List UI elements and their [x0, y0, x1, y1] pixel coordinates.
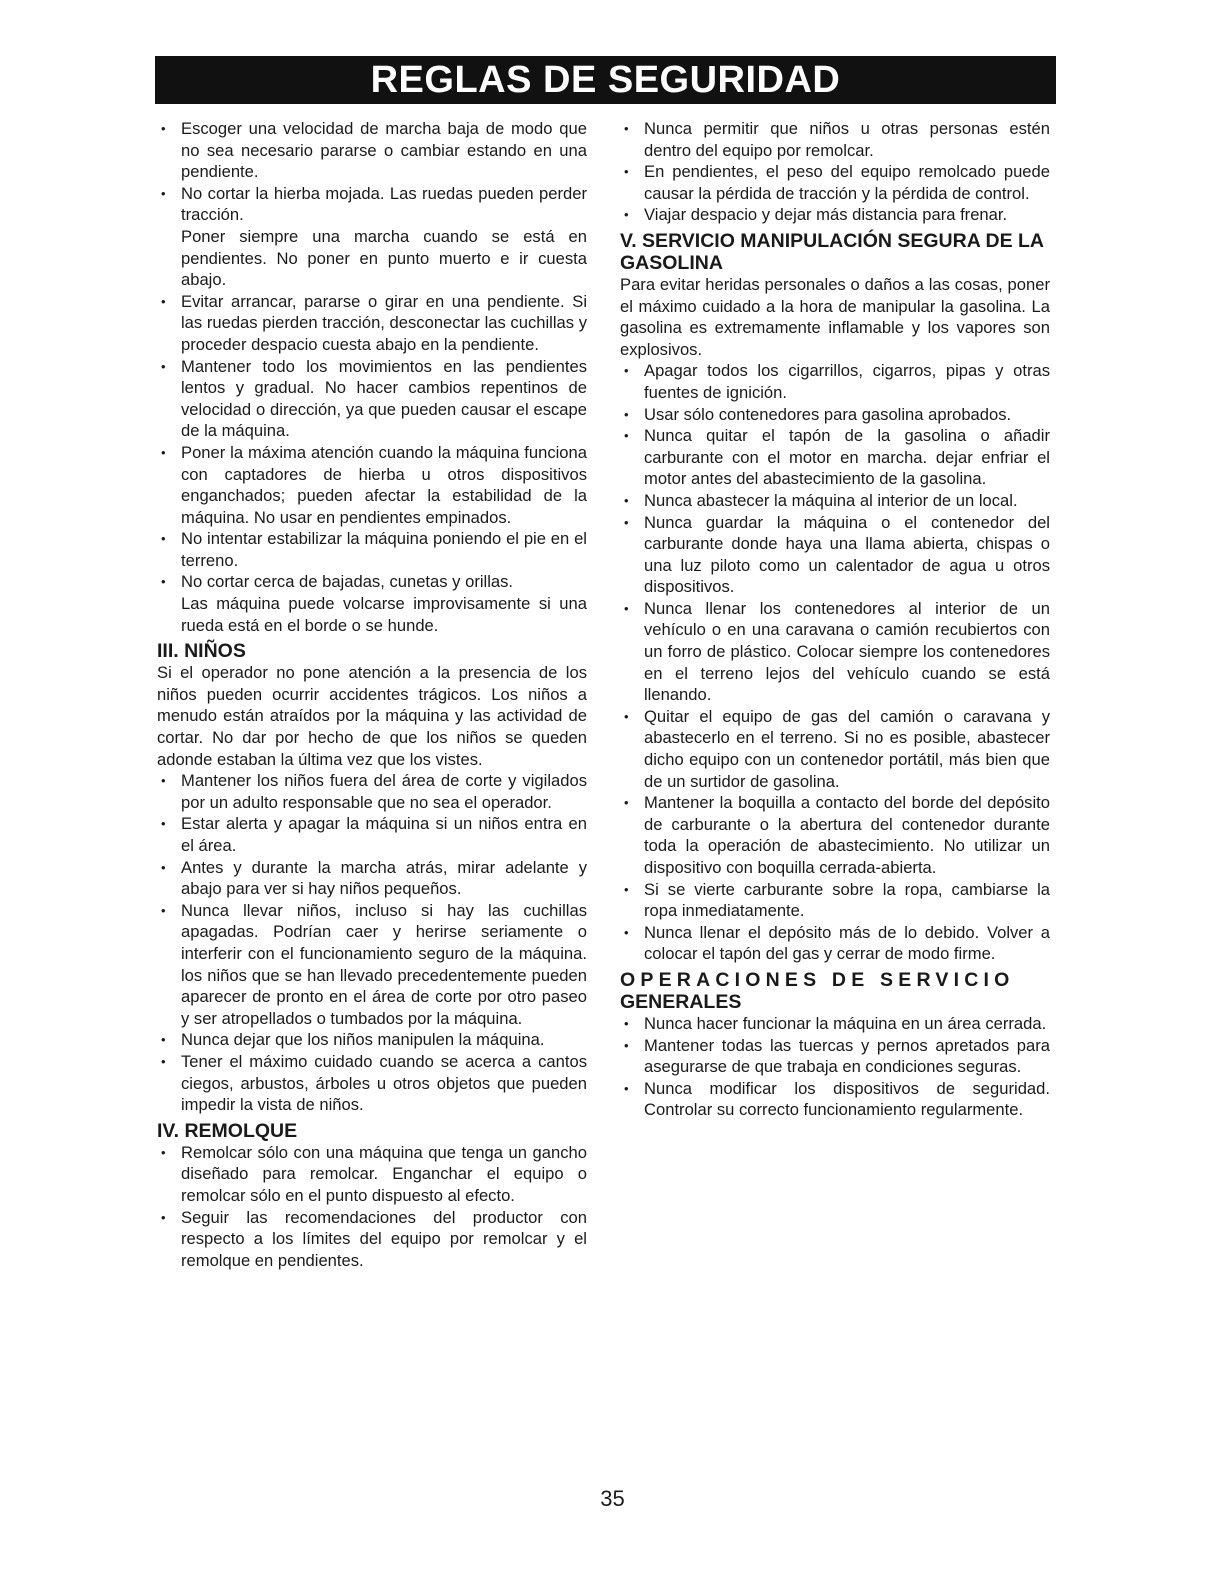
- section-heading-ninos: III. NIÑOS: [157, 640, 246, 663]
- list-item: • Usar sólo contenedores para gasolina aprobados.: [620, 404, 1050, 426]
- list-item: • No intentar estabilizar la máquina poniendo el pie en el terreno.: [157, 528, 587, 571]
- list-item: • Remolcar sólo con una máquina que tenga un gancho diseñado para remolcar. Enganchar el equipo o remolcar sólo en el punto dispuesto al efecto.: [157, 1142, 587, 1207]
- list-item: • Quitar el equipo de gas del camión o caravana y abastecerlo en el terreno. Si no es posible, abastecer dicho equipo con un contenedor portátil, más bien que de un surtidor de gasolina.: [620, 706, 1050, 792]
- list-item: • Nunca dejar que los niños manipulen la máquina.: [157, 1029, 587, 1051]
- list-item: • En pendientes, el peso del equipo remolcado puede causar la pérdida de tracción y la pérdida de control.: [620, 161, 1050, 204]
- list-item: • Nunca llenar los contenedores al interior de un vehículo o en una caravana o camión recubiertos con un forro de plástico. Colocar siempre los contenedores en el terreno lejos del vehículo cuando se está llenando.: [620, 598, 1050, 706]
- list-item: • Nunca abastecer la máquina al interior de un local.: [620, 490, 1050, 512]
- list-item: • No cortar la hierba mojada. Las ruedas pueden perder tracción.: [157, 183, 587, 226]
- list-item: • Viajar despacio y dejar más distancia para frenar.: [620, 204, 1050, 226]
- list-item: • Mantener los niños fuera del área de corte y vigilados por un adulto responsable que no sea el operador.: [157, 770, 587, 813]
- list-item: • Estar alerta y apagar la máquina si un niños entra en el área.: [157, 813, 587, 856]
- right-column: [620, 118, 1050, 1121]
- list-item: • Mantener todas las tuercas y pernos apretados para asegurarse de que trabaja en condiciones seguras.: [620, 1035, 1050, 1078]
- continuation-text: Las máquina puede volcarse improvisamente si una rueda está en el borde o se hunde.: [181, 594, 587, 635]
- list-item: • Seguir las recomendaciones del productor con respecto a los límites del equipo por remolcar y el remolque en pendientes.: [157, 1207, 587, 1272]
- list-item: • Mantener la boquilla a contacto del borde del depósito de carburante o la abertura del contenedor durante toda la operación de abastecimiento. No utilizar un dispositivo con boquilla cerrada-abierta.: [620, 792, 1050, 878]
- list-item: • Si se vierte carburante sobre la ropa, cambiarse la ropa inmediatamente.: [620, 879, 1050, 922]
- left-column: [157, 118, 587, 1271]
- slope-bullets-a: [157, 118, 587, 226]
- list-item: • Nunca modificar los dispositivos de seguridad. Controlar su correcto funcionamiento regularmente.: [620, 1078, 1050, 1121]
- list-item: • Antes y durante la marcha atrás, mirar adelante y abajo para ver si hay niños pequeños.: [157, 857, 587, 900]
- section-heading-gasolina: V. SERVICIO MANIPULACIÓN SEGURA DE LA GASOLINA: [620, 229, 1044, 274]
- section-heading-remolque: IV. REMOLQUE: [157, 1119, 298, 1142]
- page-number: 35: [600, 1486, 625, 1511]
- gasolina-intro: Para evitar heridas personales o daños a las cosas, poner el máximo cuidado a la hora de manipular la gasolina. La gasolina es extremamente inflamable y los vapores son explosivos.: [620, 274, 1050, 359]
- list-item: • No cortar cerca de bajadas, cunetas y orillas.: [157, 571, 587, 593]
- list-item: • Poner la máxima atención cuando la máquina funciona con captadores de hierba u otros dispositivos enganchados; pueden afectar la estabilidad de la máquina. No usar en pendientes empinados.: [157, 442, 587, 528]
- slope-bullets-b: [157, 291, 587, 593]
- list-item: • Nunca guardar la máquina o el contenedor del carburante donde haya una llama abierta, chispas o una luz piloto como un calentador de agua u otros dispositivos.: [620, 512, 1050, 598]
- ninos-bullets: [157, 770, 587, 1116]
- list-item: • Tener el máximo cuidado cuando se acerca a cantos ciegos, arbustos, árboles u otros objetos que pueden impedir la vista de niños.: [157, 1051, 587, 1116]
- page-title-banner: REGLAS DE SEGURIDAD: [155, 56, 1056, 104]
- list-item: • Nunca llevar niños, incluso si hay las cuchillas apagadas. Podrían caer y herirse seriamente o interferir con el funcionamiento seguro de la máquina. los niños que se han llevado precedentemente pueden aparecer de pronto en el área de corte por otro paseo y ser atropellados o tumbados por la máquina.: [157, 900, 587, 1030]
- continuation-text: Poner siempre una marcha cuando se está en pendientes. No poner en punto muerto e ir cuesta abajo.: [181, 226, 587, 290]
- list-item: • Nunca hacer funcionar la máquina en un área cerrada.: [620, 1013, 1050, 1035]
- list-item: • Apagar todos los cigarrillos, cigarros, pipas y otras fuentes de ignición.: [620, 360, 1050, 403]
- ninos-intro: Si el operador no pone atención a la presencia de los niños pueden ocurrir accidentes trágicos. Los niños a menudo están atraídos por la máquina y las actividad de cortar. No dar por hecho de que los niños se queden adonde estaban la última vez que los vistes.: [157, 663, 587, 769]
- section-heading-operaciones: OPERACIONES DE SERVICIO: [620, 968, 1015, 991]
- remolque-bullets-continued: [620, 118, 1050, 226]
- remolque-bullets: [157, 1142, 587, 1272]
- list-item: • Mantener todo los movimientos en las pendientes lentos y gradual. No hacer cambios repentinos de velocidad o dirección, ya que pueden causar el escape de la máquina.: [157, 356, 587, 442]
- list-item: • Nunca quitar el tapón de la gasolina o añadir carburante con el motor en marcha. dejar enfriar el motor antes del abastecimiento de la gasolina.: [620, 425, 1050, 490]
- operaciones-bullets: [620, 1013, 1050, 1121]
- list-item: • Evitar arrancar, pararse o girar en una pendiente. Si las ruedas pierden tracción, desconectar las cuchillas y proceder despacio cuesta abajo en la pendiente.: [157, 291, 587, 356]
- gasolina-bullets: [620, 360, 1050, 965]
- list-item: • Nunca llenar el depósito más de lo debido. Volver a colocar el tapón del gas y cerrar de modo firme.: [620, 922, 1050, 965]
- section-heading-operaciones-line2: GENERALES: [620, 990, 742, 1013]
- list-item: • Escoger una velocidad de marcha baja de modo que no sea necesario pararse o cambiar estando en una pendiente.: [157, 118, 587, 183]
- list-item: • Nunca permitir que niños u otras personas estén dentro del equipo por remolcar.: [620, 118, 1050, 161]
